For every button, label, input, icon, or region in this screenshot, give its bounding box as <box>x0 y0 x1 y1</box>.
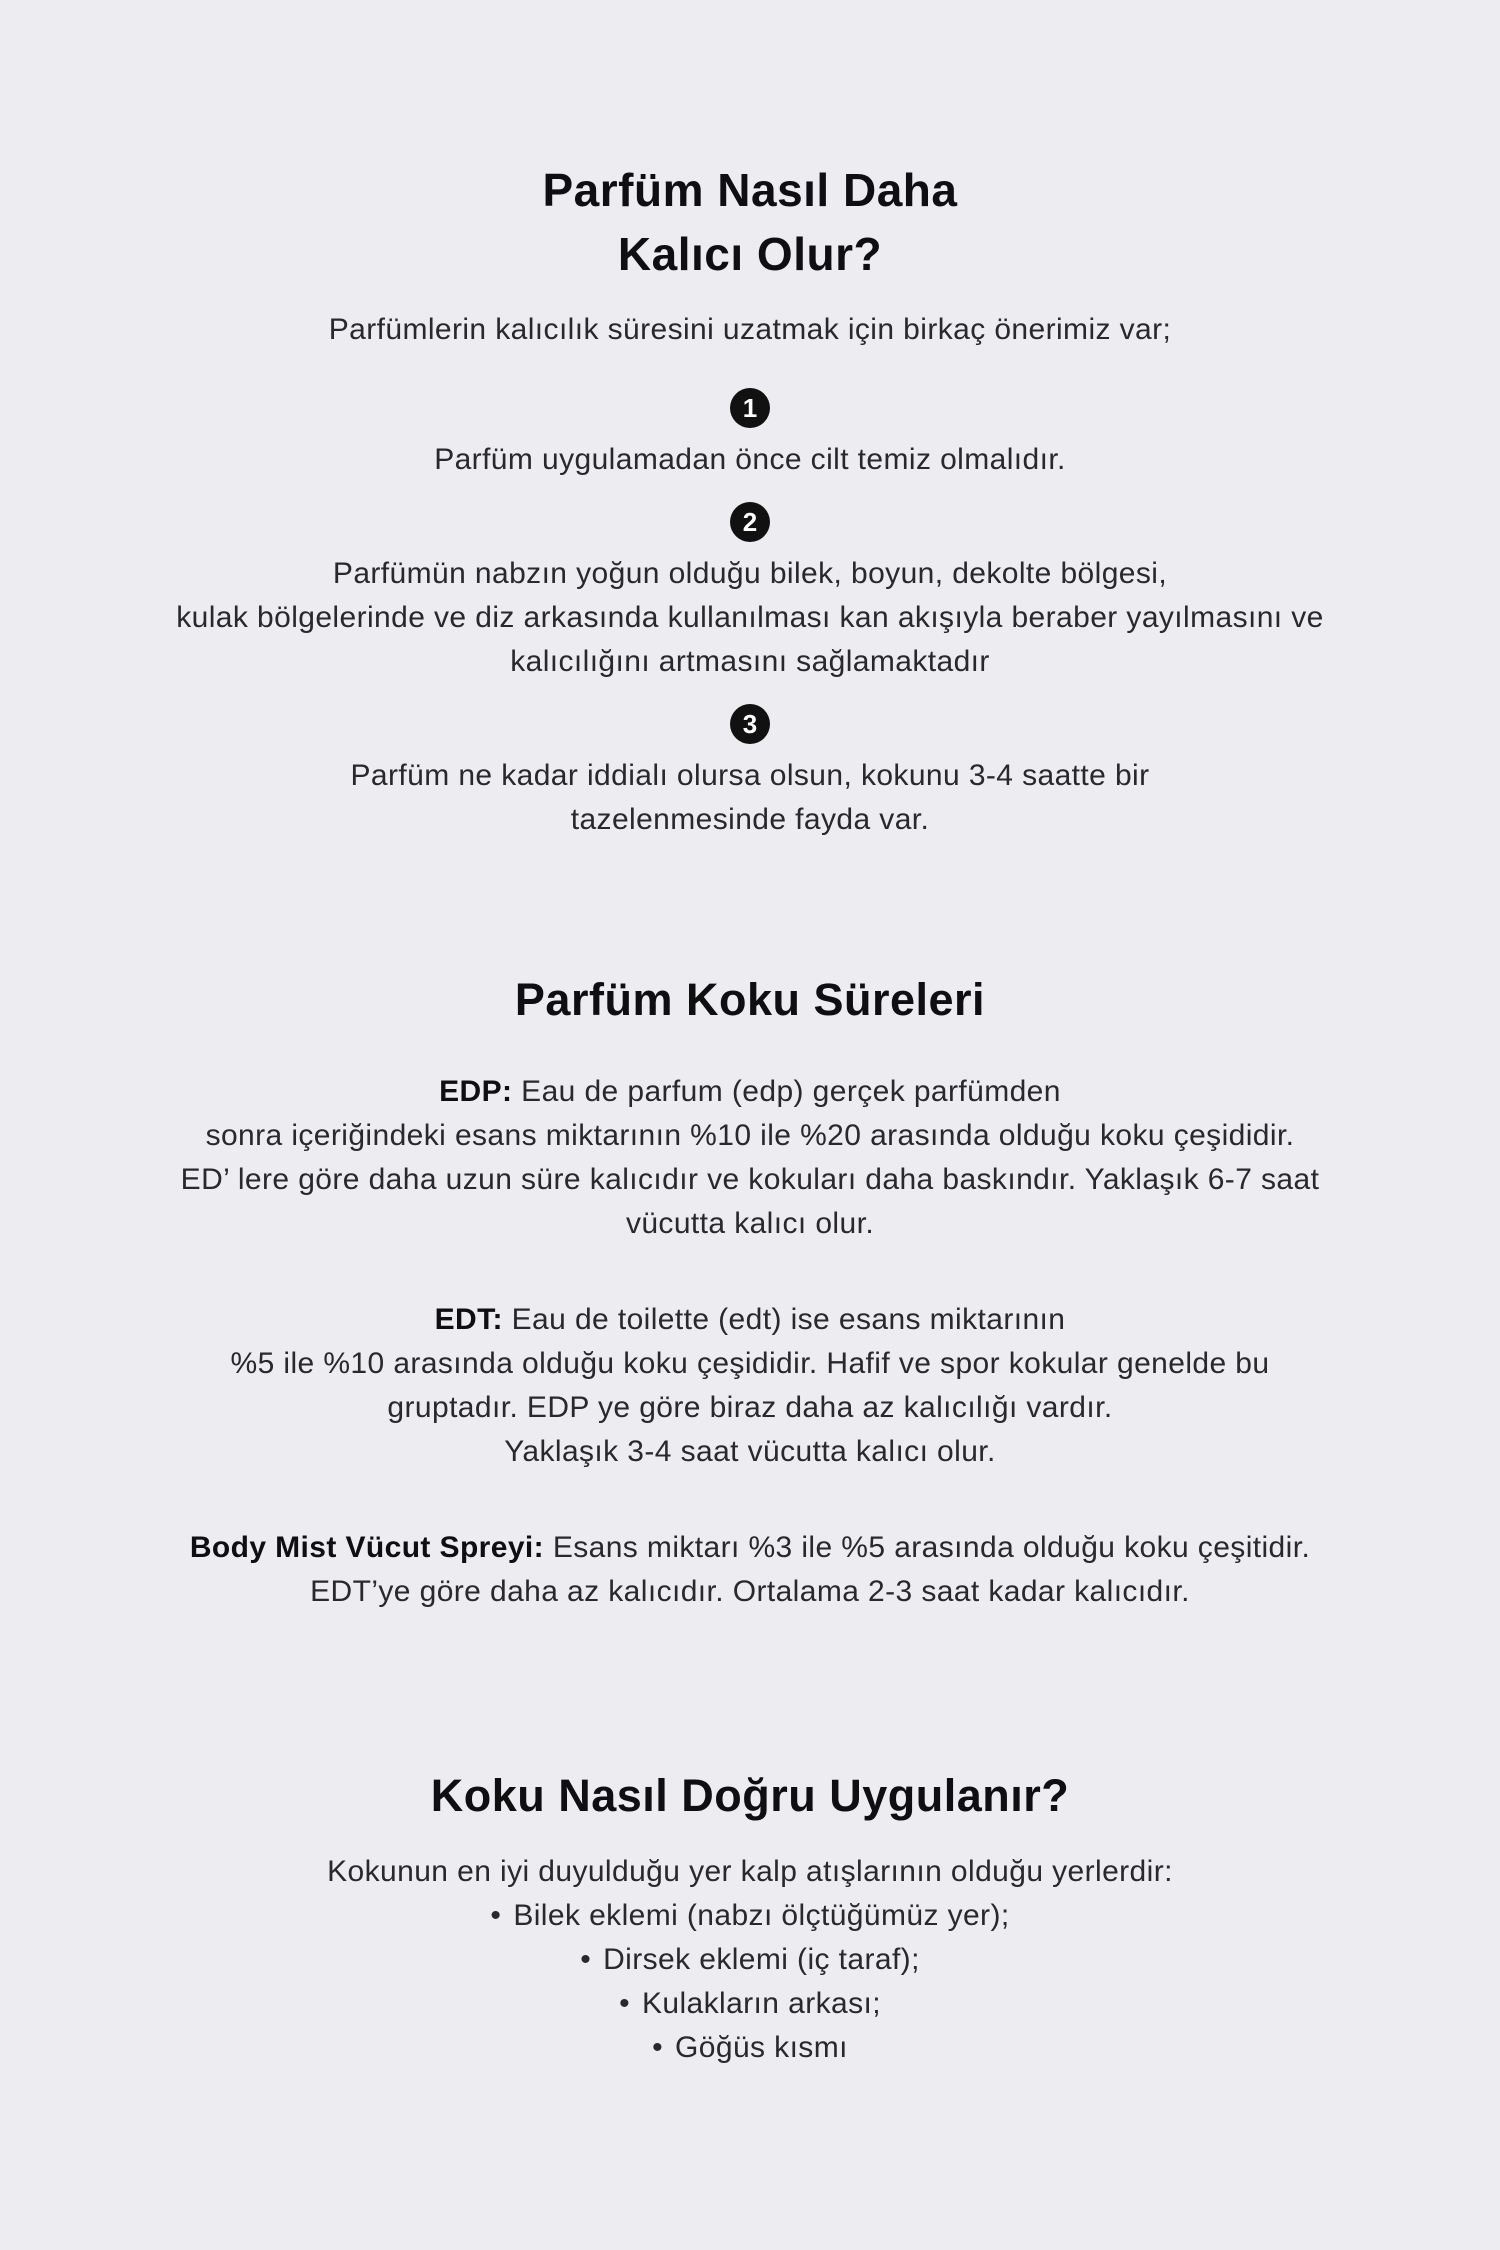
edt-first-line <box>80 1298 1420 1342</box>
edp-text-line: ED’ lere göre daha uzun süre kalıcıdır ve kokuları daha baskındır. Yaklaşık 6-7 saat <box>180 1163 1320 1196</box>
list-item-text: Bilek eklemi (nabzı ölçtüğümüz yer); <box>513 1899 1010 1932</box>
tip-item-3 <box>80 704 1420 842</box>
list-item <box>80 1894 1420 1938</box>
application-intro: Kokunun en iyi duyulduğu yer kalp atışlarının olduğu yerlerdir: <box>327 1855 1173 1888</box>
edt-text-line: gruptadır. EDP ye göre biraz daha az kalıcılığı vardır. <box>387 1391 1113 1424</box>
tip-item-2 <box>80 502 1420 684</box>
badge-number: 1 <box>742 392 758 423</box>
edp-paragraph <box>80 1070 1420 1246</box>
badge-number: 3 <box>742 708 758 739</box>
body-mist-first-line-text: Esans miktarı %3 ile %5 arasında olduğu koku çeşitidir. <box>552 1531 1311 1564</box>
edt-text-line: Yaklaşık 3-4 saat vücutta kalıcı olur. <box>504 1435 996 1468</box>
page-title-line-2: Kalıcı Olur? <box>617 228 883 280</box>
application-points-list <box>80 1894 1420 2070</box>
scent-durations-section <box>80 970 1420 1614</box>
page-title <box>80 158 1420 286</box>
tip-text-line: kulak bölgelerinde ve diz arkasında kullanılması kan akışıyla beraber yayılmasını ve <box>176 601 1324 634</box>
edp-first-line <box>80 1070 1420 1114</box>
bullet-icon: • <box>580 1943 592 1976</box>
list-item-text: Göğüs kısmı <box>675 2031 848 2064</box>
list-item-text: Dirsek eklemi (iç taraf); <box>603 1943 920 1976</box>
body-mist-first-line <box>80 1526 1420 1570</box>
list-item <box>80 1982 1420 2026</box>
bullet-icon: • <box>619 1987 630 2020</box>
tip-text-line: Parfüm uygulamadan önce cilt temiz olmalıdır. <box>434 443 1066 476</box>
bullet-icon: • <box>652 2031 664 2064</box>
page-title-line-1: Parfüm Nasıl Daha <box>542 164 958 216</box>
body-mist-label: Body Mist Vücut Spreyi: <box>189 1531 545 1564</box>
edp-text-line: sonra içeriğindeki esans miktarının %10 ile %20 arasında olduğu koku çeşididir. <box>205 1119 1295 1152</box>
application-heading: Koku Nasıl Doğru Uygulanır? <box>430 1770 1070 1821</box>
scent-durations-heading: Parfüm Koku Süreleri <box>514 974 986 1025</box>
tips-list <box>80 388 1420 842</box>
intro-subtitle: Parfümlerin kalıcılık süresini uzatmak için birkaç önerimiz var; <box>328 313 1172 346</box>
edt-text-line: %5 ile %10 arasında olduğu koku çeşididir. Hafif ve spor kokular genelde bu <box>230 1347 1270 1380</box>
list-item <box>80 1938 1420 1982</box>
tip-text-line: tazelenmesinde fayda var. <box>570 803 930 836</box>
list-item-text: Kulakların arkası; <box>641 1987 881 2020</box>
number-3-badge-icon <box>730 704 770 744</box>
tip-text-line: kalıcılığını artmasını sağlamaktadır <box>510 645 990 678</box>
edp-label: EDP: <box>439 1075 513 1108</box>
bullet-icon: • <box>490 1899 502 1932</box>
intro-section <box>80 158 1420 352</box>
edp-first-line-text: Eau de parfum (edp) gerçek parfümden <box>521 1075 1061 1108</box>
edt-first-line-text: Eau de toilette (edt) ise esans miktarının <box>511 1303 1066 1336</box>
body-mist-text-line: EDT’ye göre daha az kalıcıdır. Ortalama 2-3 saat kadar kalıcıdır. <box>310 1575 1190 1608</box>
edt-paragraph <box>80 1298 1420 1474</box>
number-2-badge-icon <box>730 502 770 542</box>
tip-item-1 <box>80 388 1420 482</box>
edp-text-line: vücutta kalıcı olur. <box>625 1207 875 1240</box>
body-mist-paragraph <box>80 1526 1420 1614</box>
tip-text-line: Parfümün nabzın yoğun olduğu bilek, boyun, dekolte bölgesi, <box>332 557 1168 590</box>
number-1-badge-icon <box>730 388 770 428</box>
edt-label: EDT: <box>434 1303 503 1336</box>
application-section <box>80 1766 1420 2070</box>
list-item <box>80 2026 1420 2070</box>
badge-number: 2 <box>742 506 758 537</box>
tip-text-line: Parfüm ne kadar iddialı olursa olsun, kokunu 3-4 saatte bir <box>350 759 1150 792</box>
